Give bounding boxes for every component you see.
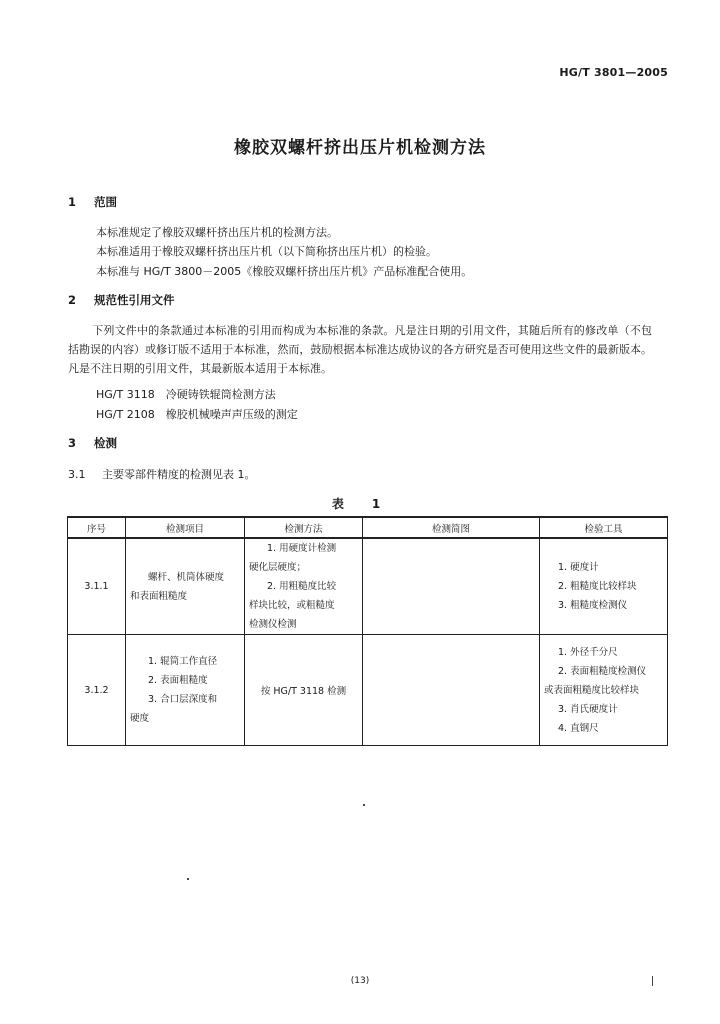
table-caption: 表 1 — [331, 497, 389, 511]
row-2-item-line: 硬度 — [130, 713, 150, 724]
row-2-tool-line: 3. 肖氏硬度计 — [558, 703, 618, 715]
row-1-diagram — [363, 538, 540, 635]
inspection-table — [67, 516, 668, 746]
section-1-line-1: 本标准规定了橡胶双螺杆挤出压片机的检测方法。 — [96, 226, 338, 239]
header-serial: 序号 — [68, 517, 126, 538]
row-1-tool-line: 3. 粗糙度检测仪 — [558, 600, 628, 611]
row-1-tool-line: 1. 硬度计 — [558, 562, 599, 573]
section-2-heading — [68, 292, 175, 308]
section-1-title: 范围 — [94, 195, 117, 209]
row-1-method-line: 2. 用粗糙度比较 — [267, 581, 337, 592]
standard-code: HG/T 3801—2005 — [559, 66, 668, 79]
row-1-tool-line: 2. 粗糙度比较样块 — [558, 581, 637, 592]
row-1-item-line: 螺杆、机筒体硬度 — [148, 571, 225, 583]
row-2-method-line: 按 HG/T 3118 检测 — [260, 686, 347, 697]
scan-speck — [187, 878, 189, 880]
row-2-tool-line: 1. 外径千分尺 — [558, 646, 618, 658]
reference-1: HG/T 3118 冷硬铸铁辊筒检测方法 — [96, 388, 276, 401]
row-1-item — [126, 538, 245, 635]
row-2-tools — [540, 635, 668, 746]
header-item: 检测项目 — [126, 517, 245, 538]
row-1-method — [245, 538, 363, 635]
table-header-row — [68, 517, 668, 538]
row-2-item — [126, 635, 245, 746]
row-1-id: 3.1.1 — [68, 538, 126, 635]
row-2-id: 3.1.2 — [68, 635, 126, 746]
section-3-heading — [68, 435, 117, 451]
row-1-method-line: 1. 用硬度计检测 — [267, 543, 337, 554]
page-number: (13) — [350, 976, 370, 986]
section-1-line-2: 本标准适用于橡胶双螺杆挤出压片机（以下简称挤出压片机）的检验。 — [96, 245, 437, 258]
row-2-tool-line: 2. 表面粗糙度检测仪 — [558, 665, 647, 677]
section-2-number: 2 — [68, 293, 77, 307]
section-2-paragraph — [68, 321, 652, 378]
header-tools: 检验工具 — [540, 517, 668, 538]
table-row — [68, 538, 668, 635]
row-1-method-line: 检测仪检测 — [249, 619, 297, 630]
row-2-tool-line: 4. 直钢尺 — [558, 722, 599, 734]
row-2-item-line: 3. 合口层深度和 — [148, 694, 218, 705]
row-2-diagram — [363, 635, 540, 746]
section-2-paragraph-text: 下列文件中的条款通过本标准的引用而构成为本标准的条款。凡是注日期的引用文件，其随后所有的修改单（不包括勘误的内容）或修订版不适用于本标准，然而，鼓励根据本标准达成协议的各方研究是否可使用这些文件的最新版本。凡是不注日期的引用文件，其最新版本适用于本标准。 — [68, 324, 652, 375]
row-2-item-line: 2. 表面粗糙度 — [148, 675, 208, 686]
row-2-tool-line: 或表面粗糙度比较样块 — [544, 684, 640, 696]
subsection-3-1 — [68, 466, 256, 482]
section-3-title: 检测 — [94, 436, 117, 450]
section-1-heading — [68, 194, 117, 210]
table-row — [68, 635, 668, 746]
row-2-method — [245, 635, 363, 746]
header-diagram: 检测简图 — [363, 517, 540, 538]
section-2-title: 规范性引用文件 — [94, 293, 175, 307]
subsection-3-1-text: 主要零部件精度的检测见表 1。 — [102, 468, 256, 481]
row-1-method-line: 样块比较，或粗糙度 — [249, 600, 335, 611]
section-1-number: 1 — [68, 195, 77, 209]
subsection-3-1-number: 3.1 — [68, 468, 86, 481]
row-2-item-line: 1. 辊筒工作直径 — [148, 656, 218, 667]
row-1-tools — [540, 538, 668, 635]
scan-speck — [363, 804, 365, 806]
section-1-line-3: 本标准与 HG/T 3800－2005《橡胶双螺杆挤出压片机》产品标准配合使用。 — [96, 265, 473, 278]
document-title: 橡胶双螺杆挤出压片机检测方法 — [234, 138, 486, 158]
header-method: 检测方法 — [245, 517, 363, 538]
row-1-method-line: 硬化层硬度； — [249, 562, 307, 573]
reference-2: HG/T 2108 橡胶机械噪声声压级的测定 — [96, 408, 298, 421]
section-3-number: 3 — [68, 436, 77, 450]
row-1-item-line: 和表面粗糙度 — [130, 590, 188, 602]
